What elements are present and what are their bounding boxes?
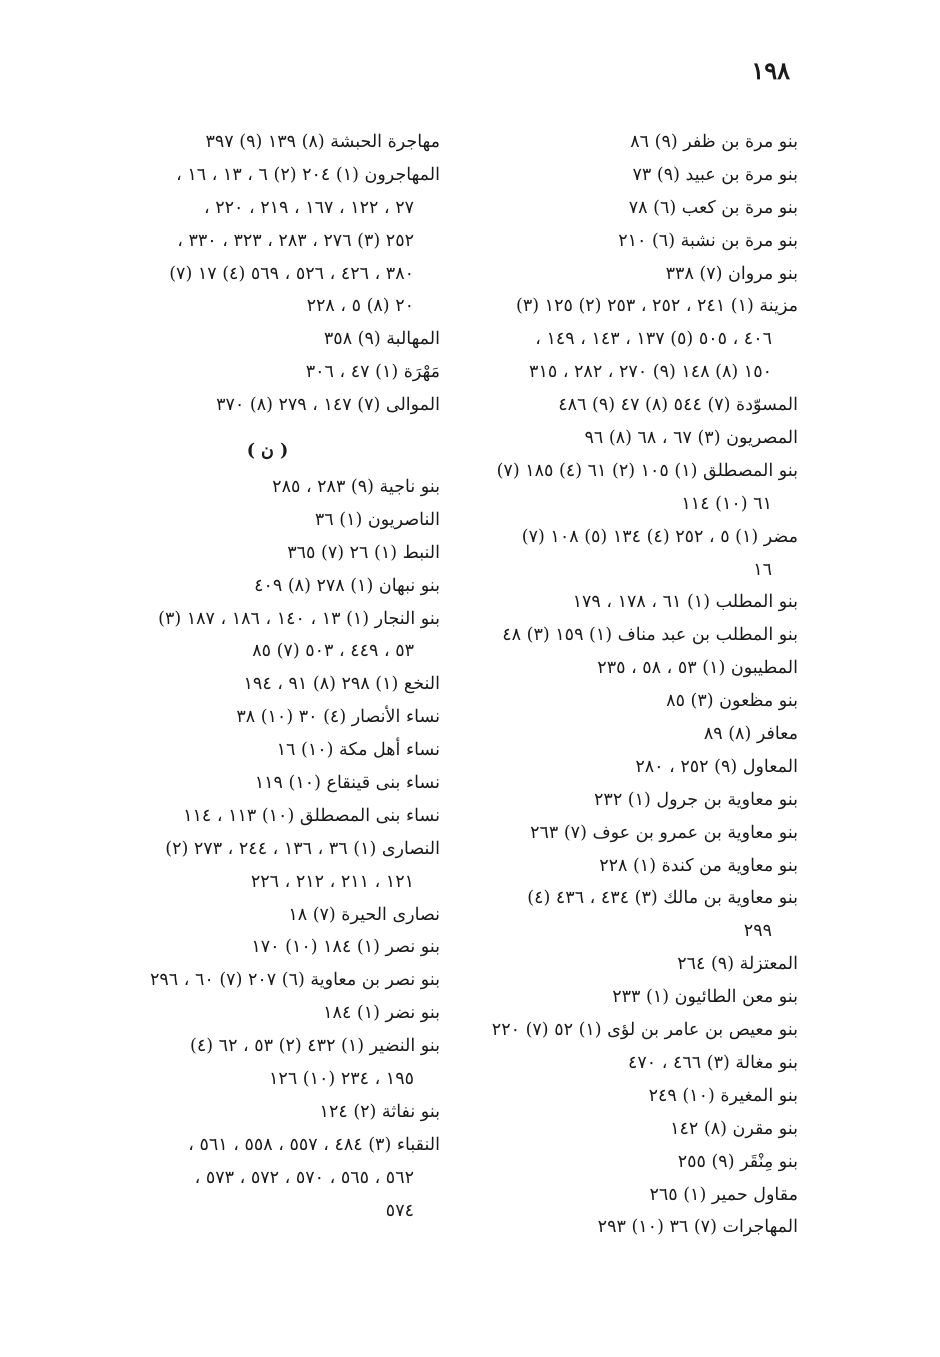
index-entry: بنو مقرن (٨) ١٤٢ [670, 1118, 798, 1139]
index-entry: مضر (١) ٥ ، ٢٥٢ (٤) ١٣٤ (٥) ١٠٨ (٧) [521, 526, 798, 547]
index-continuation-line: ١٩٥ ، ٢٣٤ (١٠) ١٢٦ [269, 1069, 414, 1090]
index-entry: مقاول حمير (١) ٢٦٥ [649, 1184, 798, 1205]
index-entry: بنو النجار (١) ١٣ ، ١٤٠ ، ١٨٦ ، ١٨٧ (٣) [158, 608, 440, 629]
index-entry: مهاجرة الحبشة (٨) ١٣٩ (٩) ٣٩٧ [205, 132, 440, 152]
index-continuation-line: ١٦ [753, 559, 772, 580]
index-continuation-line: ٢٠ (٨) ٥ ، ٢٢٨ [306, 296, 414, 317]
index-entry: بنو المطلب (١) ٦١ ، ١٧٨ ، ١٧٩ [572, 592, 798, 613]
index-entry: مَهْرَة (١) ٤٧ ، ٣٠٦ [305, 362, 440, 383]
index-entry: مزينة (١) ٢٤١ ، ٢٥٢ ، ٢٥٣ (٢) ١٢٥ (٣) [516, 296, 798, 317]
index-entry: معافر (٨) ٨٩ [703, 724, 798, 745]
index-entry: المعتزلة (٩) ٢٦٤ [677, 954, 798, 975]
index-entry: بنو النضير (١) ٤٣٢ (٢) ٥٣ ، ٦٢ (٤) [190, 1036, 440, 1057]
index-entry: النصارى (١) ٣٦ ، ١٣٦ ، ٢٤٤ ، ٢٧٣ (٢) [165, 838, 440, 859]
index-continuation-line: ٥٣ ، ٤٤٩ ، ٥٠٣ (٧) ٨٥ [252, 641, 414, 662]
index-continuation-line: ٢٩٩ [743, 921, 772, 942]
index-entry: النبط (١) ٢٦ (٧) ٣٦٥ [287, 542, 440, 563]
index-entry: المهاجرات (٧) ٣٦ (١٠) ٢٩٣ [597, 1217, 798, 1238]
index-continuation-line: ٢٧ ، ١٢٢ ، ١٦٧ ، ٢١٩ ، ٢٢٠ ، [204, 197, 414, 218]
index-entry: بنو مرة بن كعب (٦) ٧٨ [628, 197, 798, 218]
index-entry: نساء الأنصار (٤) ٣٠ (١٠) ٣٨ [236, 707, 440, 728]
index-entry: المعاول (٩) ٢٥٢ ، ٢٨٠ [635, 756, 798, 777]
index-entry: بنو نفاثة (٢) ١٢٤ [319, 1101, 440, 1122]
index-continuation-line: ٢٥٢ (٣) ٢٧٦ ، ٢٨٣ ، ٣٢٣ ، ٣٣٠ ، [177, 230, 414, 251]
index-entry: بنو نبهان (١) ٢٧٨ (٨) ٤٠٩ [254, 575, 440, 596]
index-entry: نساء أهل مكة (١٠) ١٦ [276, 740, 440, 761]
index-entry: بنو المغيرة (١٠) ٢٤٩ [648, 1085, 798, 1106]
index-entry: بنو مغالة (٣) ٤٦٦ ، ٤٧٠ [628, 1052, 798, 1073]
index-entry: بنو معاوية بن مالك (٣) ٤٣٤ ، ٤٣٦ (٤) [527, 888, 798, 909]
index-continuation-line: ١٥٠ (٨) ١٤٨ (٩) ٢٧٠ ، ٢٨٢ ، ٣١٥ [529, 362, 772, 383]
index-entry: بنو معيص بن عامر بن لؤى (١) ٥٢ (٧) ٢٢٠ [491, 1020, 798, 1041]
index-continuation-line: ٣٨٠ ، ٤٢٦ ، ٥٢٦ ، ٥٦٩ (٤) ١٧ (٧) [169, 263, 414, 284]
index-entry: بنو مرة بن ظفر (٩) ٨٦ [630, 132, 798, 152]
index-entry: الموالى (٧) ١٤٧ ، ٢٧٩ (٨) ٣٧٠ [216, 395, 440, 416]
index-column-right [458, 126, 798, 1244]
index-entry: بنو مظعون (٣) ٨٥ [666, 691, 798, 712]
index-continuation-line: ٤٠٦ ، ٥٠٥ (٥) ١٣٧ ، ١٤٣ ، ١٤٩ ، [535, 329, 772, 350]
index-entry: بنو معاوية من كندة (١) ٢٢٨ [599, 855, 798, 876]
index-entry: بنو مروان (٧) ٣٣٨ [665, 263, 798, 284]
index-entry: بنو معن الطائيون (١) ٢٣٣ [612, 987, 798, 1008]
index-column-left [95, 126, 440, 1228]
index-continuation-line: ١٢١ ، ٢١١ ، ٢١٢ ، ٢٢٦ [250, 871, 414, 892]
section-heading: ( ن ) [246, 441, 289, 462]
index-entry: نساء بنى المصطلق (١٠) ١١٣ ، ١١٤ [183, 805, 440, 826]
index-entry: بنو معاوية بن عمرو بن عوف (٧) ٢٦٣ [530, 822, 798, 843]
index-continuation-line: ٦١ (١٠) ١١٤ [681, 493, 772, 514]
index-entry: نساء بنى قينقاع (١٠) ١١٩ [254, 773, 440, 794]
index-entry: المسوّدة (٧) ٥٤٤ (٨) ٤٧ (٩) ٤٨٦ [558, 395, 798, 416]
index-entry: المطيبون (١) ٥٣ ، ٥٨ ، ٢٣٥ [597, 658, 798, 679]
index-entry: بنو معاوية بن جرول (١) ٢٣٢ [594, 789, 798, 810]
page-number: ١٩٨ [751, 56, 790, 85]
index-entry: النقباء (٣) ٤٨٤ ، ٥٥٧ ، ٥٥٨ ، ٥٦١ ، [188, 1134, 440, 1155]
index-entry: بنو مِنْقَر (٩) ٢٥٥ [677, 1151, 798, 1172]
index-entry: بنو نضر (١) ١٨٤ [323, 1003, 440, 1024]
index-entry: بنو نصر (١) ١٨٤ (١٠) ١٧٠ [251, 937, 440, 958]
index-entry: بنو نصر بن معاوية (٦) ٢٠٧ (٧) ٦٠ ، ٢٩٦ [149, 970, 440, 991]
index-entry: المصريون (٣) ٦٧ ، ٦٨ (٨) ٩٦ [584, 428, 798, 449]
index-entry: المهالبة (٩) ٣٥٨ [323, 329, 440, 350]
index-entry: الناصريون (١) ٣٦ [314, 509, 440, 530]
index-entry: المهاجرون (١) ٢٠٤ (٢) ٦ ، ١٣ ، ١٦ ، [176, 164, 440, 185]
index-entry: النخع (١) ٢٩٨ (٨) ٩١ ، ١٩٤ [243, 674, 440, 695]
index-entry: بنو المصطلق (١) ١٠٥ (٢) ٦١ (٤) ١٨٥ (٧) [496, 460, 798, 481]
index-entry: بنو مرة بن عبيد (٩) ٧٣ [632, 164, 798, 185]
index-entry: نصارى الحيرة (٧) ١٨ [288, 904, 440, 925]
index-entry: بنو المطلب بن عبد مناف (١) ١٥٩ (٣) ٤٨ [502, 625, 798, 646]
index-entry: بنو مرة بن نشبة (٦) ٢١٠ [618, 230, 798, 251]
index-continuation-line: ٥٧٤ [385, 1200, 414, 1221]
index-continuation-line: ٥٦٢ ، ٥٦٥ ، ٥٧٠ ، ٥٧٢ ، ٥٧٣ ، [194, 1167, 414, 1188]
index-entry: بنو ناجية (٩) ٢٨٣ ، ٢٨٥ [272, 477, 440, 498]
